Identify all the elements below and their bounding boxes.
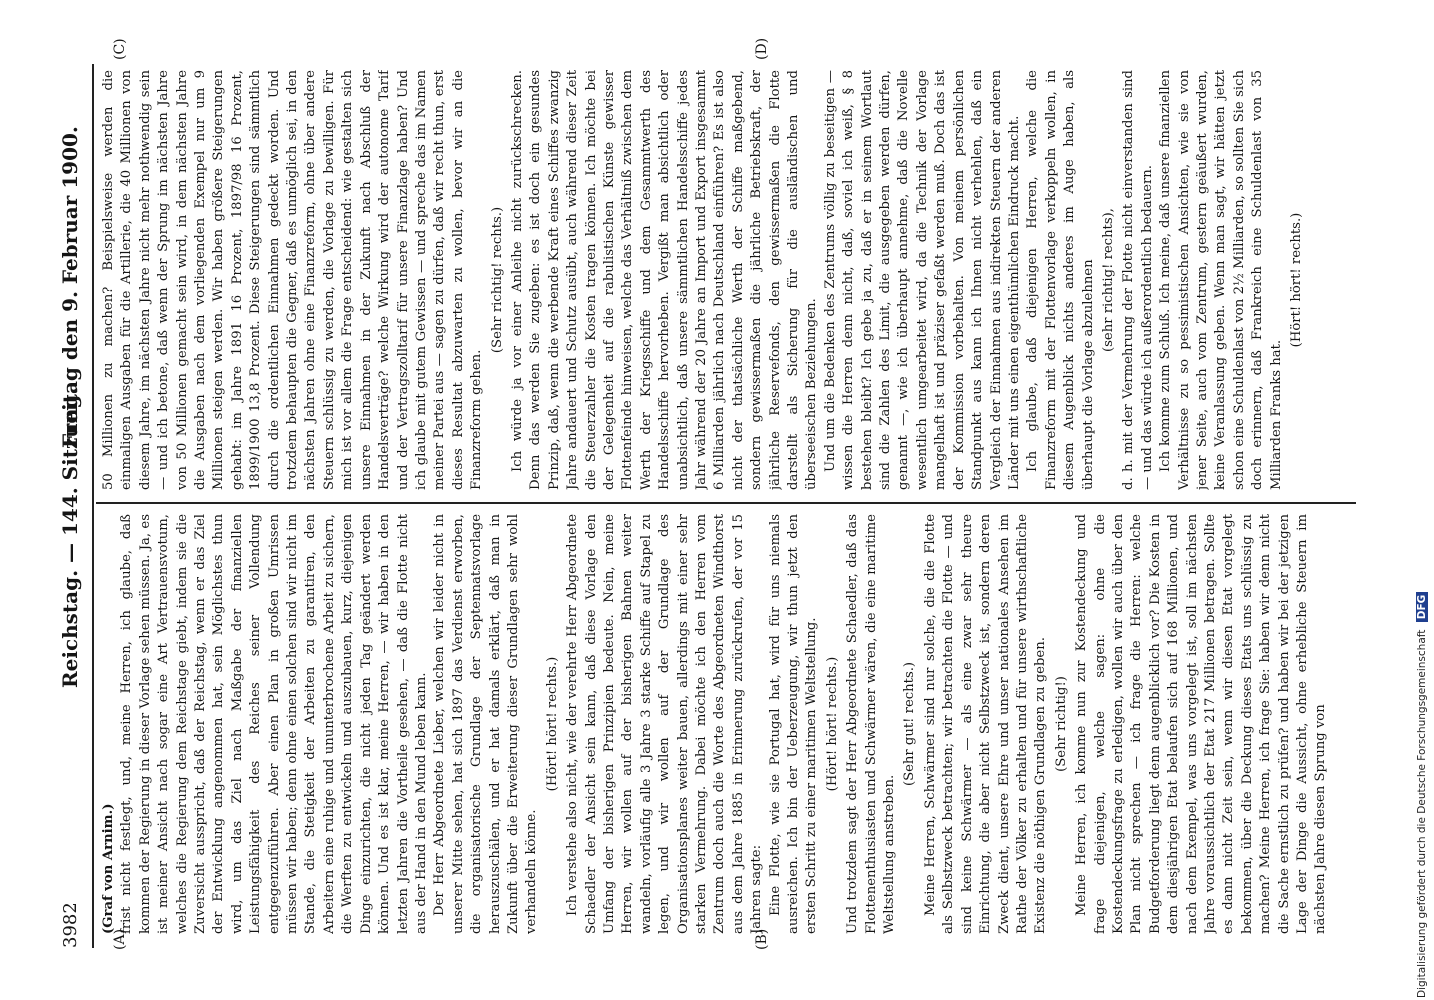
paragraph: frist nicht festlegt, und, meine Herren, ich glaube, daß kommen der Regierung in dieser Vorlage sehen müssen. Ja, es ist meiner Ansicht nach sogar eine Art Vertrauensvotum, welches die Regierung dem Reichstage giebt, indem sie die Zuversicht ausspricht, daß der Reichstag, wenn er das Ziel der Entwicklung angenommen hat, sein Möglichstes thun wird, um das Ziel nach Maßgabe der finanziellen Leistungsfähigkeit des Reiches seiner Vollendung entgegenzuführen. Aber einen Plan in großen Umrissen müssen wir haben; denn ohne einen solchen sind wir nicht im Stande, die Stetigkeit der Arbeiten zu garantiren, den Arbeitern eine ruhige und ununterbrochene Arbeit zu sichern, die Werften zu entwickeln und auszubauen, kurz, diejenigen Dinge einzurichten, die nicht jeden Tag geändert werden können. Und es ist klar, meine Herren, — wir haben in den letzten Jahren die Vortheile gesehen, — daß die Flotte nicht aus der Hand in den Mund leben kann.: [119, 514, 429, 934]
interjection: (Hört! hört! rechts.): [1289, 212, 1304, 348]
paragraph: Ich würde ja vor einer Anleihe nicht zurückschrecken. Denn das werden Sie zugeben: es ist doch ein gesundes Prinzip, daß, wenn die werbende Kraft eines Schiffes zwanzig Jahre andauert und Schutz ausübt, auch während dieser Zeit die Steuerzahler die Kosten tragen können. Ich möchte bei der Gelegenheit auf die rabulistischen Künste gewisser Flottenfeinde hinweisen, welche das Verhältniß zwischen dem Werth der Kriegsschiffe und dem Gesammtwerth des Handelsschiffe hervorheben. Vergißt man absichtlich oder unabsichtlich, daß unsere sämmtlichen Handelsschiffe jedes Jahr während der 20 Jahre an Import und Export insgesammt 6 Milliarden jährlich nach Deutschland einführen? Es ist also nicht der thatsächliche Werth der Schiffe maßgebend, sondern gewissermaßen die jährliche Betriebskraft, der jährliche Reservefonds, den gewissermaßen die Flotte darstellt als Sicherung für die ausländischen und überseeischen Beziehungen.: [509, 70, 820, 490]
paragraph: Und trotzdem sagt der Herr Abgeordnete Schaedler, daß das Flottenenthusiasten und Schwärmer wären, die eine maritime Weltstellung anstreben.: [845, 514, 898, 934]
margin-mark-a: (A): [112, 928, 128, 950]
interjection: (Hört! hört! rechts.): [824, 656, 840, 792]
paragraph: 50 Millionen zu machen? Beispielsweise werden die einmaligen Ausgaben für die Artillerie, die 40 Millionen von diesem Jahre, im nächsten Jahre nicht mehr nothwendig sein — und ich betone, daß wenn der Sprung im nächsten Jahre von 50 Millionen gemacht sein wird, in dem nächsten Jahre die Ausgaben nach dem vorliegenden Exempel nur um 9 Millionen steigen werden. Wir haben größere Steigerungen gehabt: im Jahre 1891 16 Prozent, 1897/98 16 Prozent, 1899/1900 13,8 Prozent. Diese Steigerungen sind sämmtlich durch die ordentlichen Einnahmen gedeckt worden. Und trotzdem behaupten die Gegner, daß es unmöglich sei, in den nächsten Jahren ohne eine Finanzreform, ohne über andere Steuern schlüssig zu werden, die Vorlage zu bewilligen. Für mich ist vor allem die Frage entscheidend: wie gestalten sich unsere Einnahmen in der Zukunft nach Abschluß der Handelsverträge? welche Wirkung wird der autonome Tarif und der Vertragszolltarif für unsere Finanzlage haben? Und ich glaube mit gutem Gewissen — und spreche das im Namen meiner Partei aus — sagen zu dürfen, daß wir recht thun, erst dieses Resultat abzuwarten zu wollen, bevor wir an die Finanzreform gehen.: [101, 70, 485, 490]
interjection: (Hört! hört! rechts.): [544, 656, 560, 792]
interjection: (Sehr gut! rechts.): [902, 661, 918, 787]
paragraph: Ich verstehe also nicht, wie der verehrte Herr Abgeordnete Schaedler der Ansicht sein kann, daß diese Vorlage den Umfang der bisherigen Prinzipien bedeute. Nein, meine Herren, wir wollen auf der bisherigen Bahnen weiter wandeln, vorläufig alle 3 Jahre 3 starke Schiffe auf Stapel zu legen, und wir wollen auf der Grundlage des Organisationsplanes weiter bauen, allerdings mit einer sehr starken Vermehrung. Dabei möchte ich den Herren vom Zentrum doch auch die Worte des Abgeordneten Windthorst aus dem Jahre 1885 in Erinnerung zurückrufen, der vor 15 Jahren sagte:: [565, 514, 765, 934]
digitization-text: Digitalisierung gefördert durch die Deutsche Forschungsgemeinschaft: [1416, 629, 1428, 998]
header-rule: [92, 64, 94, 948]
quotation: Eine Flotte, wie sie Portugal hat, wird für uns niemals ausreichen. Ich bin der Ueberzeugung, wir thun jetzt den ersten Schritt zu einer maritimen Weltstellung.: [767, 514, 820, 934]
paragraph: Der Herr Abgeordnete Lieber, welchen wir leider nicht in unserer Mitte sehen, hat sich 1897 das Verdienst erworben, die organisatorische Grundlage der Septennatsvorlage herauszuschälen, und er hat damals erklärt, daß man in Zukunft über die Erweiterung dieser Grundlagen sehr wohl verhandeln könne.: [432, 514, 540, 934]
margin-mark-d: (D): [754, 37, 770, 60]
speaker-label: (Graf von Arnim.): [101, 803, 116, 934]
left-text-column: [100, 514, 1350, 934]
dfg-logo: DFG: [1416, 592, 1428, 623]
margin-mark-b: (B): [754, 928, 770, 950]
session-title: Reichstag. — 144. Sitzung.: [58, 387, 82, 688]
page-number: 3982: [60, 902, 81, 948]
digitization-notice: [1416, 8, 1434, 998]
right-text-column: [100, 70, 1350, 490]
session-date: Freitag den 9. Februar 1900.: [58, 126, 82, 448]
paragraph: Und um die Bedenken des Zentrums völlig zu beseitigen — wissen die Herren denn nicht, daß, soviel ich weiß, § 8 bestehen bleibt? Ich gebe ja zu, daß er in seinem Wortlaut sind die Zahlen des Limit, die ausgegeben werden dürfen, genannt —, wie ich überhaupt annehme, daß die Novelle wesentlich umgearbeitet wird, da die Technik der Vorlage mangelhaft ist und präziser gefaßt werden muß. Doch das ist der Kommission vorbehalten. Von meinem persönlichen Standpunkt aus kann ich Ihnen nicht verhehlen, daß ein Vergleich der Einnahmen aus indirekten Steuern der anderen Länder mit uns einen eigenthümlichen Eindruck macht.: [822, 70, 1022, 490]
margin-mark-c: (C): [112, 38, 128, 60]
column-divider: [96, 502, 1356, 504]
paragraph: Ich glaube, daß diejenigen Herren, welche die Finanzreform mit der Flottenvorlage verkoppeln wollen, in diesem Augenblick nichts anderes im Auge haben, als überhaupt die Vorlage abzulehnen: [1025, 70, 1096, 490]
interjection: (Sehr richtig!): [1053, 676, 1069, 772]
paragraph: Meine Herren, Schwärmer sind nur solche, die die Flotte als Selbstzweck betrachten; wir betrachten die Flotte — und sind keine Schwärmer — als eine zwar sehr theure Einrichtung, die aber nicht Selbstzweck ist, sondern deren Zweck dient, unsere Ehre und unser nationales Ansehen im Rathe der Völker zu erhalten und für unsere wirthschaftliche Existenz die nöthigen Grundlagen zu geben.: [922, 514, 1049, 934]
interjection: (Sehr richtig! rechts.): [489, 206, 505, 354]
paragraph: Meine Herren, ich komme nun zur Kostendeckung und frage diejenigen, welche sagen: ohne die Kostendeckungsfrage zu erledigen, wollen wir auch über den Plan nicht sprechen — ich frage die Herren: welche Budgetforderung liegt denn augenblicklich vor? Die Kosten in dem diesjährigen Etat belaufen sich auf 168 Millionen, und nach dem Exempel, was uns vorgelegt ist, soll im nächsten Jahre voraussichtlich der Etat 217 Millionen betragen. Sollte es dann nicht Zeit sein, wenn wir diesen Etat vorgelegt bekommen, über die Deckung dieses Etats uns schlüssig zu machen? Meine Herren, ich frage Sie: haben wir denn nicht die Sache ernstlich zu prüfen? und haben wir bei der jetzigen Lage der Dinge die Aussicht, ohne erhebliche Steuern im nächsten Jahre diesen Sprung von: [1074, 514, 1329, 934]
interjection: (sehr richtig! rechts),: [1100, 208, 1116, 352]
paragraph: d. h. mit der Vermehrung der Flotte nicht einverstanden sind — und das würde ich außerordentlich bedauern.: [1121, 70, 1155, 490]
paragraph: Ich komme zum Schluß. Ich meine, daß unsere finanziellen Verhältnisse zu so pessimistischen Ansichten, wie sie von jener Seite, auch vom Zentrum, gestern geäußert wurden, keine Veranlassung geben. Wenn man sagt, wir hätten jetzt schon eine Schuldenlast von 2½ Milliarden, so sollten Sie sich doch erinnern, daß Frankreich eine Schuldenlast von 35 Milliarden Franks hat.: [1158, 70, 1284, 490]
page-header: [58, 64, 88, 948]
